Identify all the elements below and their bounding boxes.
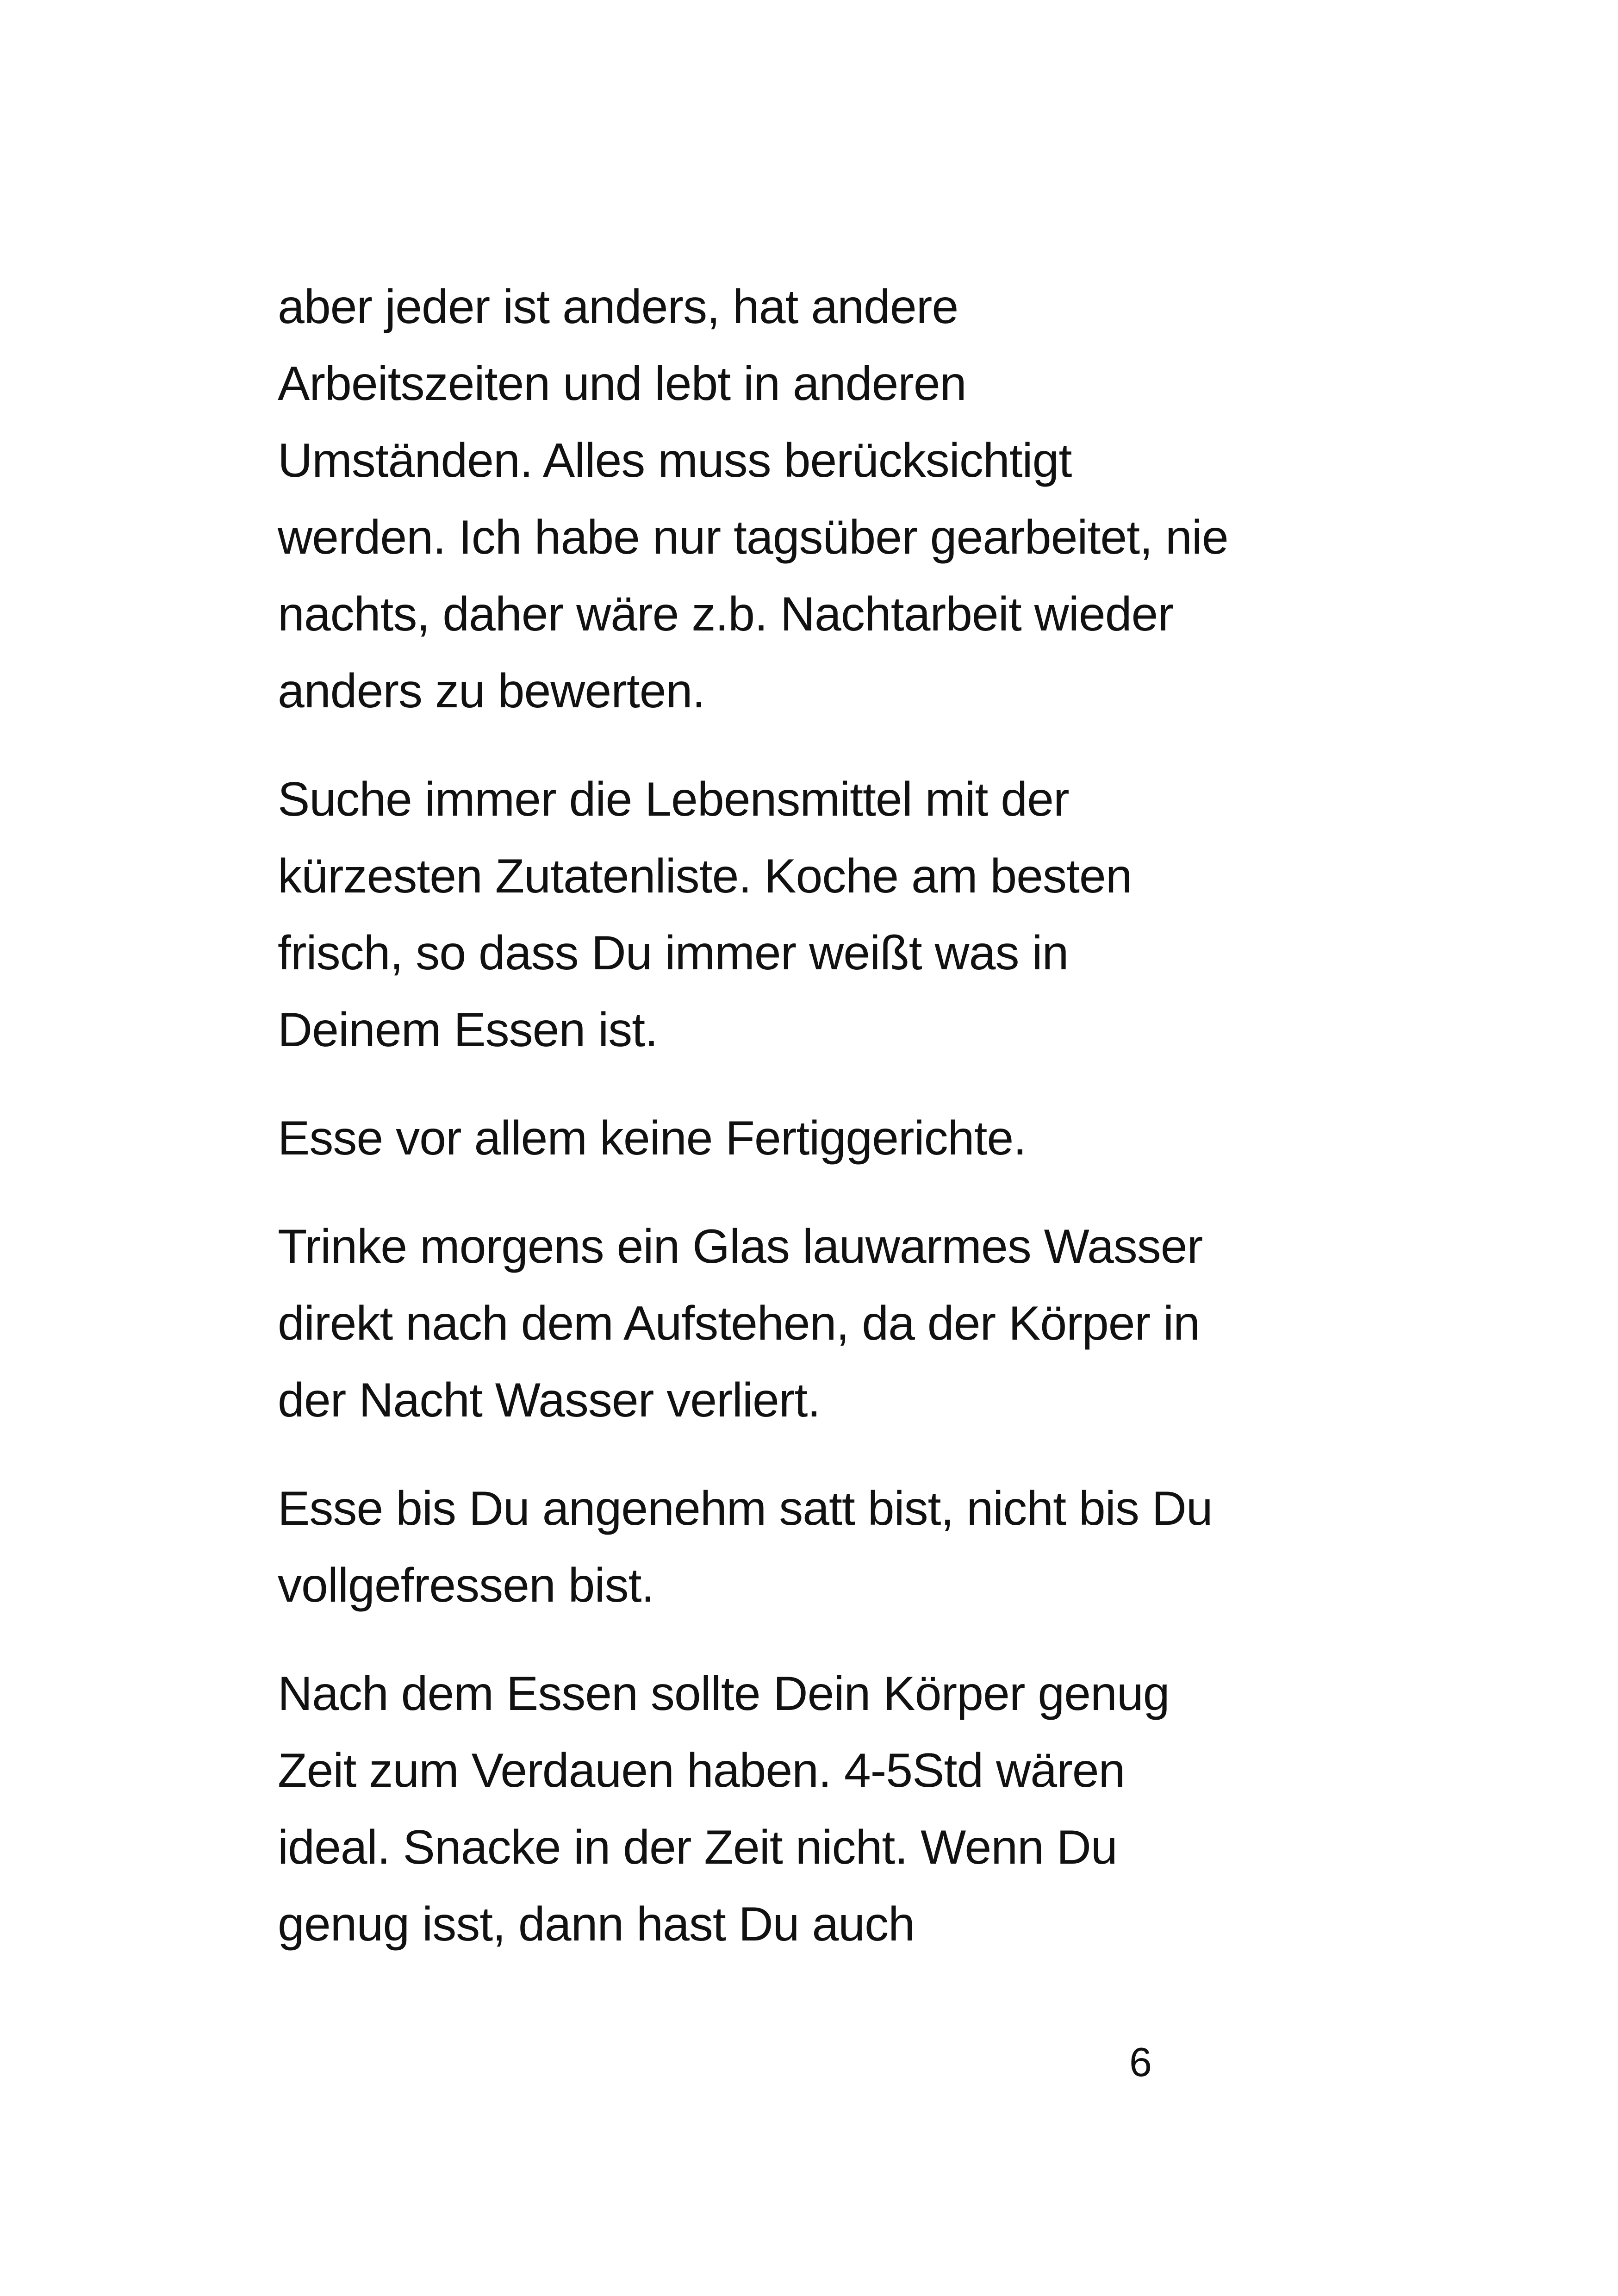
text-line: der Nacht Wasser verliert.	[278, 1373, 821, 1427]
text-line: Zeit zum Verdauen haben. 4-5Std wären	[278, 1744, 1125, 1797]
paragraph-2	[278, 761, 1388, 1068]
text-line: nachts, daher wäre z.b. Nachtarbeit wieder	[278, 587, 1174, 641]
text-line: anders zu bewerten.	[278, 664, 705, 718]
paragraph-4	[278, 1208, 1388, 1439]
text-line: vollgefressen bist.	[278, 1559, 654, 1612]
page-number: 6	[1129, 2039, 1152, 2085]
text-line: aber jeder ist anders, hat andere	[278, 280, 958, 334]
text-line: Trinke morgens ein Glas lauwarmes Wasser	[278, 1220, 1203, 1273]
text-line: frisch, so dass Du immer weißt was in	[278, 926, 1069, 980]
paragraph-3	[278, 1100, 1388, 1177]
text-line: Deinem Essen ist.	[278, 1003, 658, 1057]
text-line: direkt nach dem Aufstehen, da der Körper in	[278, 1297, 1200, 1350]
paragraph-1	[278, 268, 1388, 730]
text-line: Esse bis Du angenehm satt bist, nicht bis Du	[278, 1482, 1213, 1535]
paragraph-6	[278, 1655, 1388, 1963]
text-line: ideal. Snacke in der Zeit nicht. Wenn Du	[278, 1821, 1117, 1874]
text-line: Arbeitszeiten und lebt in anderen	[278, 357, 966, 411]
text-line: Suche immer die Lebensmittel mit der	[278, 773, 1069, 826]
paragraph-5	[278, 1470, 1388, 1624]
text-line: werden. Ich habe nur tagsüber gearbeitet, nie	[278, 511, 1228, 564]
text-line: genug isst, dann hast Du auch	[278, 1897, 915, 1951]
text-line: Nach dem Essen sollte Dein Körper genug	[278, 1667, 1170, 1721]
text-line: Umständen. Alles muss berücksichtigt	[278, 434, 1072, 487]
page-body	[278, 268, 1388, 1994]
text-line: Esse vor allem keine Fertiggerichte.	[278, 1111, 1027, 1165]
text-line: kürzesten Zutatenliste. Koche am besten	[278, 849, 1132, 903]
